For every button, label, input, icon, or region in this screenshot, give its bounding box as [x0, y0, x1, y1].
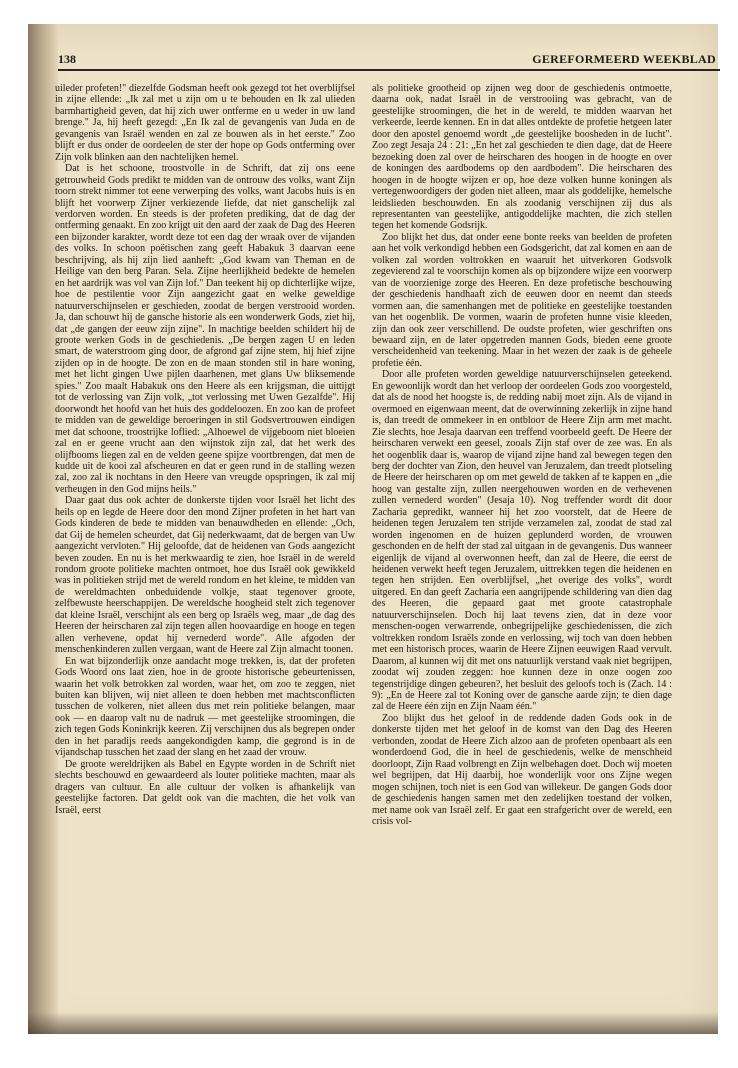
- paragraph: Daar gaat dus ook achter de donkerste tijden voor Israël het licht des heils op en legde de Heere door den mond Zijner profeten in het hart van Gods kinderen de bede te midden van benauwdheden en ellende: „Och, dat Gij de hemelen scheurdet, dat Gij nederkwaamt, dat de bergen van Uw aangezicht vervloten." Hij geloofde, dat de heidenen van Gods aangezicht beven zouden. En nu is het merkwaardig te zien, hoe Israël in de wereld rondom groote politieke machten ontmoet, hoe dus Israël ook gewikkeld was in politieken strijd met de wereld rondom en het kleine, te midden van de wereldmachten onbeduidende volkje, staat tegenover groote, zelfbewuste heerschappijen. De wereldsche hoogheid stelt zich tegenover dat kleine Israël, verschijnt als een berg op Israëls weg, maar „de dag des Heeren der heirscharen zal zijn tegen allen hoovaardige en hooge en tegen allen verhevene, opdat hij vernederd worde". Alle afgoden der menschenkinderen zullen vergaan, want de Heere zal Zijn almacht toonen.: [55, 495, 355, 656]
- paragraph: De groote wereldrijken als Babel en Egypte worden in de Schrift niet slechts beschouwd en gewaardeerd als louter politieke machten, maar als dragers van cultuur. En alle cultuur der volken is afhankelijk van geestelijke factoren. Dat geldt ook van die machten, die het volk van Israël, eerst: [55, 758, 355, 816]
- page-number: 138: [58, 52, 76, 66]
- paragraph: als politieke grootheid op zijnen weg door de geschiedenis ontmoette, daarna ook, nadat Israël in de verstrooiing was gebracht, van de geestelijke stroomingen, die het in de wereld, te midden waarvan het verkeerde, leerde kennen. En in dat alles ontdekte de profetie hetgeen later door den apostel genoemd wordt „de geestelijke boosheden in de lucht". Zoo zegt Jesaja 24 : 21: „En het zal geschieden te dien dage, dat de Heere bezoeking doen zal over de heirscharen des hoogen in de hoogte en over de koningen des aardbodems op den aardbodem". Die heirscharen des hoogen in de hoogte wijzen er op, hoe deze volken hunne koningen als vertegenwoordigers der goden niet alleen, maar als goddelijke, hemelsche leidslieden beschouwden. En als zoodanig verschijnen zij dus als representanten van geestelijke, antigoddelijke machten, die zich stellen tegen het komende Godsrijk.: [372, 83, 672, 232]
- right-column: [372, 83, 672, 988]
- paragraph: Dat is het schoone, troostvolle in de Schrift, dat zij ons eene getrouwheid Gods predikt te midden van de ontrouw des volks, want Zijn toorn strekt nimmer tot eene verwerping des volks, want Jacobs huis is en blijft het voorwerp Zijner verkiezende liefde, dat niet ganschelijk zal verdorven worden. En steeds is der profeten prediking, dat de dag der ontferming genaakt. En zoo krijgt uit den aard der zaak de Dag des Heeren een bijzonder karakter, wordt deze tot een dag der wraak over de vijanden des volks. In schoon poëtischen zang geeft Habakuk 3 daarvan eene beschrijving, als hij zijn lied aanheft: „God kwam van Theman en de Heilige van den berg Paran. Sela. Zijne heerlijkheid bedekte de hemelen en het aardrijk was vol van Zijn lof." Dan teekent hij op dichterlijke wijze, hoe de pestilentie voor Zijn aangezicht gaat en welke geweldige natuurverschijnselen er geschieden, zoodat de bergen verstrooid worden. Ja, dan schouwt hij de gansche historie als een wonderwerk Gods, ziet hij, dat „de gangen der eeuw zijn zijne". In machtige beelden schildert hij de groote werken Gods in de geschiedenis. „De bergen zagen U en leden smart, de waterstroom ging door, de afgrond gaf zijne stem, hij hief zijne zijden op in de hoogte. De zon en de maan stonden stil in hare woning, met het licht gingen Uwe pijlen daarhenen, met glans Uw bliksemende spies." Zoo maalt Habakuk ons den Heere als een krijgsman, die uittijgt tot de verlossing van Zijn volk, „tot verlossing met Uwen Gezalfde". Hij doorwondt het hoofd van het huis des goddeloozen. En zoo kan de profeet te midden van de geweldige beroeringen in stil Godsvertrouwen eindigen met dat schoone, troostrijke loflied: „Alhoewel de vijgeboom niet bloeien zal en er geene vrucht aan den wijnstok zijn zal, dat het werk des olijfbooms liegen zal en de velden geene spijze voortbrengen, dat men de kudde uit de kooi zal afscheuren en dat er geen rund in de stalling wezen zal, zoo zal ik nochtans in den Heere van vreugde opspringen, ik zal mij verheugen in den God mijns heils.": [55, 163, 355, 495]
- paragraph: Door alle profeten worden geweldige natuurverschijnselen geteekend. En gewoonlijk wordt dan het verloop der oordeelen Gods zoo voorgesteld, dat als de nood het hoogste is, de redding nabij moet zijn. Als de vijand in overmoed en eigenwaan meent, dat de overwinning zekerlijk in zijne hand is, dan treedt de ommekeer in en ontblooт de Heere Zijn arm met macht. Zie slechts, hoe Jesaja daarvan een treffend voorbeeld geeft. De Heere der heirscharen verwekt een geesel, zooals Zijn staf over de zee was. En als het oogenblik daar is, waarop de vijand zijne hand zal bewegen tegen den berg der dochter van Zion, den heuvel van Jeruzalem, dan treedt plotseling de Heere der heirscharen op om met geweld de takken af te kappen en „die hoog van gestalte zijn, zullen neergehouwen worden en de verhevenen zullen vernederd worden" (Jesaja 10). Nog treffender wordt dit door Zacharia gepredikt, wanneer hij het zoo voorstelt, dat de Heere de heidenen tegen Jeruzalem ten strijde verzamelen zal, zoodat de stad zal worden ingenomen en de huizen geplunderd worden, de vrouwen geschonden en de helft der stad zal uitgaan in de gevangenis. Dus wanneer eigenlijk de vijand al overwonnen heeft, dan zal de Heere, die eerst de heidenen verwekt heeft tegen Jeruzalem, uittrekken tegen die heidenen en tegen hen strijden. Een overblijfsel, „het overige des volks", wordt uitgered. En dan geeft Zacharia een aangrijpende schildering van dien dag des Heeren, die gepaard gaat met groote catastrophale natuurverschijnselen. Doch hij laat tevens zien, dat in deze voor menschen-oogen verwarrende, onbegrijpelijke geschiedenissen, die zich voltrekken rondom Israëls zonde en verlossing, wij toch van doen hebben met een historisch proces, waarin de Heere Zijnen eeuwigen Raad vervult. Daarom, al kunnen wij dit met ons natuurlijk verstand vaak niet begrijpen, zoodat wij zouden zeggen: hoe kunnen deze in onze oogen zoo tegenstrijdige dingen gebeuren?, het besluit des geloofs toch is (Zach. 14 : 9): „En de Heere zal tot Koning over de gansche aarde zijn; te dien dage zal de Heere één zijn en Zijn Naam één.": [372, 369, 672, 713]
- book-spine-shadow: [28, 24, 58, 1034]
- paragraph: uileder profeten!" diezelfde Godsman heeft ook gezegd tot het overblijfsel in zijne ellende: „Ik zal met u zijn om u te behouden en Ik zal ulieden barmhartigheid geven, dat hij zich uwer ontferme en u weder in uw land brenge." Ja, hij heeft gezegd: „En Ik zal de gevangenis van Juda en de gevangenis van Israël wenden en zal ze bouwen als in het eerste." Zoo blijft er dus onder de oordeelen de ster der hope op Gods ontferming over Zijn volk blinken aan den nachtelijken hemel.: [55, 83, 355, 163]
- page-bottom-shadow: [28, 1012, 718, 1034]
- paragraph: Zoo blijkt dus het geloof in de reddende daden Gods ook in de donkerste tijden met het geloof in de komst van den Dag des Heeren verbonden, zoodat de Heere Zich alzoo aan de profeten openbaart als een wonderdoend God, die in heel de geschiedenis, welke de menschheid doorloopt, Zijn Raad volbrengt en Zijn welbehagen doet. Doch wij moeten wel begrijpen, dat Hij daarbij, hoe wonderlijk voor ons Zijne wegen mogen schijnen, toch niet is een God van willekeur. De gangen Gods door de geschiedenis hangen samen met den zedelijken toestand der volken, met name ook van Israël zelf. Er gaat een strafgericht over de wereld, een crisis vol-: [372, 712, 672, 827]
- paragraph: En wat bijzonderlijk onze aandacht moge trekken, is, dat der profeten Gods Woord ons laat zien, hoe in de groote historische gebeurtenissen, waarin het volk betrokken zal worden, waar het, om zoo te zeggen, niet buiten kan blijven, wij niet alleen te doen hebben met machtsconflicten tusschen de volkeren, niet alleen dus met rein politieke belangen, maar ook — en daarop valt nu de nadruk — met geestelijke stroomingen, die zich tegen Gods Koninkrijk keeren. Zij verschijnen dus als begrepen onder den in het paradijs reeds aangekondigden kamp, die gegrond is in de vijandschap tusschen het zaad der slang en het zaad der vrouw.: [55, 655, 355, 759]
- paragraph: Zoo blijkt het dus, dat onder eene bonte reeks van beelden de profeten aan het volk verkondigd hebben een Godsgericht, dat zal komen en aan de volken zal worden voltrokken en waaruit het uitverkoren Godsvolk zegevierend zal te voorschijn komen als op bijzondere wijze een voorwerp van de voorzienige zorge des Heeren. En deze profetische beschouwing der geschiedenis handhaaft zich de eeuwen door en neemt dan steeds vormen aan, die samenhangen met de politieke en geestelijke toestanden van het oogenblik. De vormen, waarin de profeten hunne visie kleeden, zijn dan ook zeer verschillend. De oudste profeten, wier geschriften ons bewaard zijn, en de later opgetreden mannen Gods, bieden eene groote verscheidenheid van teekening. Maar in het wezen der zaak is de geheele profetie één.: [372, 231, 672, 369]
- left-column: [55, 83, 355, 988]
- header-rule: [58, 69, 720, 71]
- running-title: GEREFORMEERD WEEKBLAD: [532, 52, 716, 66]
